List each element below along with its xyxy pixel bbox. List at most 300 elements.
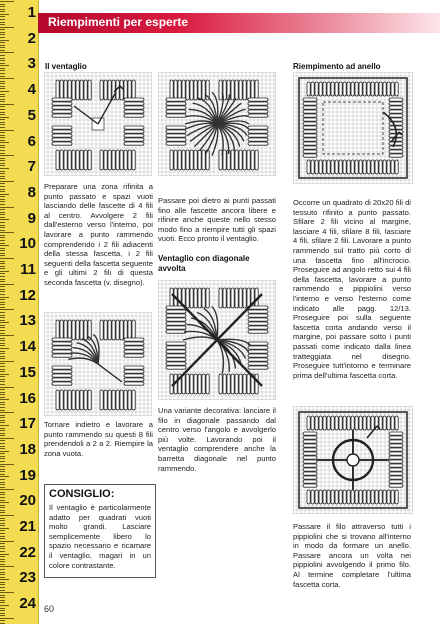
satin-stitch bbox=[303, 432, 317, 435]
satin-stitch bbox=[166, 326, 186, 329]
ruler-tick bbox=[0, 356, 5, 357]
satin-stitch bbox=[194, 374, 197, 394]
satin-stitch bbox=[303, 146, 317, 149]
ruler-tick bbox=[0, 189, 5, 190]
ruler-tick bbox=[0, 577, 5, 578]
satin-stitch bbox=[395, 82, 398, 96]
satin-stitch bbox=[76, 390, 79, 410]
satin-stitch bbox=[80, 320, 83, 340]
satin-stitch bbox=[347, 82, 350, 96]
satin-stitch bbox=[202, 80, 205, 100]
satin-stitch bbox=[124, 390, 127, 410]
ruler-tick bbox=[0, 397, 5, 398]
satin-stitch bbox=[166, 366, 186, 369]
satin-stitch bbox=[124, 346, 144, 349]
satin-stitch bbox=[248, 134, 268, 137]
satin-stitch bbox=[359, 490, 362, 504]
ruler-number: 15 bbox=[19, 363, 36, 381]
ruler-tick bbox=[0, 415, 5, 416]
satin-stitch bbox=[124, 350, 144, 353]
satin-stitch bbox=[52, 374, 72, 377]
ruler-tick bbox=[0, 523, 5, 524]
ruler-tick bbox=[0, 458, 5, 459]
ruler-tick bbox=[0, 330, 5, 331]
satin-stitch bbox=[343, 82, 346, 96]
ruler-tick bbox=[0, 613, 5, 614]
satin-stitch bbox=[235, 374, 238, 394]
satin-stitch bbox=[307, 490, 310, 504]
ruler-tick bbox=[0, 379, 5, 380]
satin-stitch bbox=[124, 126, 144, 129]
satin-stitch bbox=[375, 82, 378, 96]
ruler-tick bbox=[0, 366, 5, 367]
figure-ventaglio-complete bbox=[158, 72, 276, 176]
satin-stitch bbox=[52, 126, 72, 129]
satin-stitch bbox=[235, 288, 238, 308]
ruler-tick bbox=[0, 266, 5, 267]
satin-stitch bbox=[303, 436, 317, 439]
ruler-tick bbox=[0, 124, 5, 125]
satin-stitch bbox=[248, 318, 268, 321]
ruler-tick bbox=[0, 338, 5, 339]
satin-stitch bbox=[255, 150, 258, 170]
ruler-tick bbox=[0, 518, 5, 519]
satin-stitch bbox=[52, 114, 72, 117]
satin-stitch bbox=[178, 150, 181, 170]
satin-stitch bbox=[248, 138, 268, 141]
satin-stitch bbox=[227, 374, 230, 394]
ruler-tick bbox=[0, 137, 5, 138]
satin-stitch bbox=[335, 490, 338, 504]
ruler-tick bbox=[0, 145, 5, 146]
satin-stitch bbox=[132, 320, 135, 340]
satin-stitch bbox=[174, 150, 177, 170]
satin-stitch bbox=[303, 476, 317, 479]
satin-stitch bbox=[387, 416, 390, 430]
ruler-number: 10 bbox=[19, 235, 36, 253]
ruler-tick bbox=[0, 569, 5, 570]
satin-stitch bbox=[323, 160, 326, 174]
satin-stitch bbox=[355, 416, 358, 430]
satin-stitch bbox=[243, 150, 246, 170]
ruler-tick bbox=[0, 494, 5, 495]
satin-stitch bbox=[387, 82, 390, 96]
ruler-tick bbox=[0, 572, 5, 573]
satin-stitch bbox=[248, 314, 268, 317]
satin-stitch bbox=[56, 320, 59, 340]
ruler-number: 9 bbox=[27, 209, 36, 227]
ruler-tick bbox=[0, 340, 5, 341]
satin-stitch bbox=[231, 80, 234, 100]
satin-stitch bbox=[339, 416, 342, 430]
ruler-tick bbox=[0, 6, 5, 7]
satin-stitch bbox=[219, 80, 222, 100]
satin-stitch bbox=[375, 160, 378, 174]
satin-stitch bbox=[303, 464, 317, 467]
satin-stitch bbox=[239, 288, 242, 308]
ruler-tick bbox=[0, 294, 5, 295]
ruler-tick bbox=[0, 178, 5, 179]
satin-stitch bbox=[60, 150, 63, 170]
ruler-tick bbox=[0, 428, 5, 429]
satin-stitch bbox=[124, 106, 144, 109]
ruler-tick bbox=[0, 176, 5, 177]
ruler-tick bbox=[0, 536, 5, 537]
satin-stitch bbox=[351, 160, 354, 174]
satin-stitch bbox=[311, 416, 314, 430]
ruler-number: 22 bbox=[19, 543, 36, 561]
ruler-number: 14 bbox=[19, 338, 36, 356]
ruler-tick bbox=[0, 543, 5, 544]
satin-stitch bbox=[347, 490, 350, 504]
ruler-tick bbox=[0, 230, 5, 231]
satin-stitch bbox=[323, 490, 326, 504]
ruler-tick bbox=[0, 104, 14, 105]
satin-stitch bbox=[351, 416, 354, 430]
ruler-tick bbox=[0, 222, 5, 223]
satin-stitch bbox=[391, 416, 394, 430]
figure-ventaglio-step1 bbox=[44, 72, 152, 176]
satin-stitch bbox=[194, 80, 197, 100]
ruler-tick bbox=[0, 173, 5, 174]
satin-stitch bbox=[331, 490, 334, 504]
ruler-tick bbox=[0, 165, 5, 166]
ruler-tick bbox=[0, 58, 5, 59]
satin-stitch bbox=[391, 82, 394, 96]
ruler-tick bbox=[0, 81, 5, 82]
satin-stitch bbox=[227, 288, 230, 308]
ruler-tick bbox=[0, 440, 5, 441]
satin-stitch bbox=[132, 390, 135, 410]
satin-stitch bbox=[323, 82, 326, 96]
satin-stitch bbox=[243, 288, 246, 308]
satin-stitch bbox=[124, 338, 144, 341]
satin-stitch bbox=[248, 362, 268, 365]
satin-stitch bbox=[52, 134, 72, 137]
satin-stitch bbox=[383, 82, 386, 96]
ruler-tick bbox=[0, 91, 9, 92]
satin-stitch bbox=[186, 80, 189, 100]
ruler-tick bbox=[0, 489, 14, 490]
ruler-tick bbox=[0, 541, 14, 542]
ruler-tick bbox=[0, 500, 5, 501]
satin-stitch bbox=[319, 416, 322, 430]
ruler-tick bbox=[0, 582, 5, 583]
satin-stitch bbox=[303, 138, 317, 141]
satin-stitch bbox=[331, 416, 334, 430]
ruler-tick bbox=[0, 261, 5, 262]
ruler-tick bbox=[0, 155, 14, 156]
ruler-tick bbox=[0, 551, 5, 552]
satin-stitch bbox=[166, 314, 186, 317]
satin-stitch bbox=[389, 472, 403, 475]
ruler-number: 18 bbox=[19, 440, 36, 458]
ruler-tick bbox=[0, 24, 5, 25]
satin-stitch bbox=[68, 150, 71, 170]
ruler-tick bbox=[0, 374, 9, 375]
satin-stitch bbox=[124, 114, 144, 117]
ruler-tick bbox=[0, 433, 5, 434]
satin-stitch bbox=[303, 126, 317, 129]
satin-stitch bbox=[339, 490, 342, 504]
ruler-tick bbox=[0, 302, 5, 303]
satin-stitch bbox=[389, 110, 403, 113]
ruler-tick bbox=[0, 163, 5, 164]
satin-stitch bbox=[186, 150, 189, 170]
satin-stitch bbox=[395, 490, 398, 504]
satin-stitch bbox=[80, 150, 83, 170]
satin-stitch bbox=[52, 370, 72, 373]
satin-stitch bbox=[303, 118, 317, 121]
satin-stitch bbox=[303, 98, 317, 101]
satin-stitch bbox=[120, 320, 123, 340]
satin-stitch bbox=[355, 160, 358, 174]
satin-stitch bbox=[108, 150, 111, 170]
ruler-tick bbox=[0, 106, 5, 107]
ruler-tick bbox=[0, 204, 5, 205]
ruler-number: 5 bbox=[27, 106, 36, 124]
ruler-tick bbox=[0, 160, 5, 161]
ruler-tick bbox=[0, 147, 5, 148]
satin-stitch bbox=[255, 374, 258, 394]
ruler-tick bbox=[0, 554, 9, 555]
tip-box bbox=[44, 484, 156, 578]
satin-stitch bbox=[166, 342, 186, 345]
satin-stitch bbox=[190, 374, 193, 394]
tip-body: Il ventaglio è particolarmente adatto per quadrati vuoti molto grandi. Lasciare semplicemente libero lo spazio necessario e ricamare il ventaglio, magari in un colore contrastante. bbox=[49, 503, 151, 570]
satin-stitch bbox=[303, 452, 317, 455]
ruler-tick bbox=[0, 168, 9, 169]
satin-stitch bbox=[76, 150, 79, 170]
satin-stitch bbox=[248, 130, 268, 133]
ruler-tick bbox=[0, 225, 5, 226]
satin-stitch bbox=[72, 390, 75, 410]
satin-stitch bbox=[387, 160, 390, 174]
ruler-number: 11 bbox=[20, 261, 36, 278]
ruler-tick bbox=[0, 286, 5, 287]
satin-stitch bbox=[303, 142, 317, 145]
satin-stitch bbox=[219, 150, 222, 170]
ruler-tick bbox=[0, 307, 5, 308]
ruler-tick bbox=[0, 99, 5, 100]
ruler-tick bbox=[0, 34, 5, 35]
satin-stitch bbox=[132, 80, 135, 100]
page-header bbox=[38, 13, 440, 33]
satin-stitch bbox=[367, 490, 370, 504]
satin-stitch bbox=[166, 102, 186, 105]
satin-stitch bbox=[359, 82, 362, 96]
ruler-tick bbox=[0, 16, 5, 17]
ruler-tick bbox=[0, 443, 5, 444]
satin-stitch bbox=[389, 432, 403, 435]
satin-stitch bbox=[239, 150, 242, 170]
satin-stitch bbox=[120, 390, 123, 410]
satin-stitch bbox=[311, 82, 314, 96]
satin-stitch bbox=[359, 160, 362, 174]
satin-stitch bbox=[124, 320, 127, 340]
satin-stitch bbox=[315, 490, 318, 504]
satin-stitch bbox=[166, 134, 186, 137]
satin-stitch bbox=[389, 456, 403, 459]
ruler-number: 19 bbox=[19, 466, 36, 484]
satin-stitch bbox=[52, 350, 72, 353]
ruler-tick bbox=[0, 361, 14, 362]
satin-stitch bbox=[52, 346, 72, 349]
page-title: Riempimenti per esperte bbox=[48, 15, 189, 29]
satin-stitch bbox=[303, 480, 317, 483]
satin-stitch bbox=[206, 288, 209, 308]
figure-ventaglio-step2 bbox=[44, 312, 152, 416]
section-title-diagonale: Ventaglio con diagonale avvolta bbox=[158, 254, 250, 273]
satin-stitch bbox=[303, 102, 317, 105]
satin-stitch bbox=[104, 80, 107, 100]
satin-stitch bbox=[303, 468, 317, 471]
ruler-tick bbox=[0, 315, 5, 316]
ruler-tick bbox=[0, 281, 5, 282]
ruler-tick bbox=[0, 410, 5, 411]
satin-stitch bbox=[202, 374, 205, 394]
satin-stitch bbox=[124, 102, 144, 105]
ruler-tick bbox=[0, 505, 5, 506]
satin-stitch bbox=[389, 436, 403, 439]
ruler-tick bbox=[0, 320, 5, 321]
ruler-tick bbox=[0, 273, 5, 274]
ruler-tick bbox=[0, 446, 5, 447]
satin-stitch bbox=[303, 122, 317, 125]
satin-stitch bbox=[178, 288, 181, 308]
ruler-tick bbox=[0, 566, 14, 567]
ruler-tick bbox=[0, 399, 9, 400]
satin-stitch bbox=[303, 440, 317, 443]
satin-stitch bbox=[104, 390, 107, 410]
ruler-number: 13 bbox=[19, 312, 36, 330]
satin-stitch bbox=[112, 320, 115, 340]
ruler-tick bbox=[0, 574, 5, 575]
satin-stitch bbox=[194, 150, 197, 170]
satin-stitch bbox=[231, 150, 234, 170]
page-number: 60 bbox=[44, 604, 55, 614]
ruler-tick bbox=[0, 610, 5, 611]
ruler-tick bbox=[0, 402, 5, 403]
satin-stitch bbox=[239, 80, 242, 100]
ruler-tick bbox=[0, 243, 5, 244]
ruler-tick bbox=[0, 271, 9, 272]
ruler-tick bbox=[0, 284, 14, 285]
satin-stitch bbox=[124, 110, 144, 113]
ruler-tick bbox=[0, 47, 5, 48]
satin-stitch bbox=[80, 390, 83, 410]
ruler-tick bbox=[0, 371, 5, 372]
satin-stitch bbox=[367, 82, 370, 96]
satin-stitch bbox=[52, 366, 72, 369]
ruler-tick bbox=[0, 595, 5, 596]
satin-stitch bbox=[108, 390, 111, 410]
tip-title: CONSIGLIO: bbox=[49, 488, 115, 500]
satin-stitch bbox=[68, 320, 71, 340]
satin-stitch bbox=[389, 142, 403, 145]
ruler-tick bbox=[0, 515, 14, 516]
satin-stitch bbox=[248, 98, 268, 101]
ruler-tick bbox=[0, 479, 5, 480]
satin-stitch bbox=[120, 150, 123, 170]
ruler-tick bbox=[0, 602, 5, 603]
ruler-tick bbox=[0, 199, 5, 200]
satin-stitch bbox=[100, 150, 103, 170]
satin-stitch bbox=[206, 374, 209, 394]
satin-stitch bbox=[389, 114, 403, 117]
satin-stitch bbox=[389, 480, 403, 483]
ruler-tick bbox=[0, 476, 9, 477]
satin-stitch bbox=[231, 288, 234, 308]
satin-stitch bbox=[359, 416, 362, 430]
satin-stitch bbox=[194, 288, 197, 308]
satin-stitch bbox=[52, 130, 72, 133]
satin-stitch bbox=[198, 288, 201, 308]
ruler-tick bbox=[0, 512, 5, 513]
ruler-tick bbox=[0, 299, 5, 300]
satin-stitch bbox=[347, 416, 350, 430]
ruler-tick bbox=[0, 474, 5, 475]
ruler-tick bbox=[0, 297, 9, 298]
satin-stitch bbox=[166, 350, 186, 353]
satin-stitch bbox=[56, 80, 59, 100]
ruler-tick bbox=[0, 1, 14, 2]
satin-stitch bbox=[128, 390, 131, 410]
satin-stitch bbox=[331, 82, 334, 96]
satin-stitch bbox=[307, 82, 310, 96]
satin-stitch bbox=[247, 150, 250, 170]
ruler-tick bbox=[0, 351, 5, 352]
satin-stitch bbox=[248, 346, 268, 349]
ruler-tick bbox=[0, 11, 5, 12]
ruler-tick bbox=[0, 65, 9, 66]
figure-anello-step2 bbox=[293, 406, 413, 514]
satin-stitch bbox=[319, 160, 322, 174]
satin-stitch bbox=[84, 320, 87, 340]
ruler-tick bbox=[0, 530, 5, 531]
satin-stitch bbox=[64, 320, 67, 340]
satin-stitch bbox=[223, 288, 226, 308]
ruler-tick bbox=[0, 83, 5, 84]
ruler-tick bbox=[0, 76, 5, 77]
ruler-tick bbox=[0, 55, 5, 56]
ruler-tick bbox=[0, 245, 9, 246]
satin-stitch bbox=[132, 150, 135, 170]
satin-stitch bbox=[339, 160, 342, 174]
ruler-tick bbox=[0, 381, 5, 382]
ruler-tick bbox=[0, 96, 5, 97]
ruler-tick bbox=[0, 448, 5, 449]
satin-stitch bbox=[343, 160, 346, 174]
ruler-tick bbox=[0, 209, 5, 210]
section-title-anello: Riempimento ad anello bbox=[293, 62, 381, 71]
satin-stitch bbox=[379, 82, 382, 96]
satin-stitch bbox=[307, 160, 310, 174]
ruler-tick bbox=[0, 605, 9, 606]
ruler-tick bbox=[0, 88, 5, 89]
satin-stitch bbox=[389, 154, 403, 157]
satin-stitch bbox=[231, 374, 234, 394]
satin-stitch bbox=[323, 416, 326, 430]
satin-stitch bbox=[166, 310, 186, 313]
ruler-tick bbox=[0, 407, 5, 408]
ruler-tick bbox=[0, 548, 5, 549]
ruler-tick bbox=[0, 559, 5, 560]
ruler-tick bbox=[0, 86, 5, 87]
ruler-tick bbox=[0, 279, 5, 280]
satin-stitch bbox=[363, 416, 366, 430]
ruler-tick bbox=[0, 325, 5, 326]
